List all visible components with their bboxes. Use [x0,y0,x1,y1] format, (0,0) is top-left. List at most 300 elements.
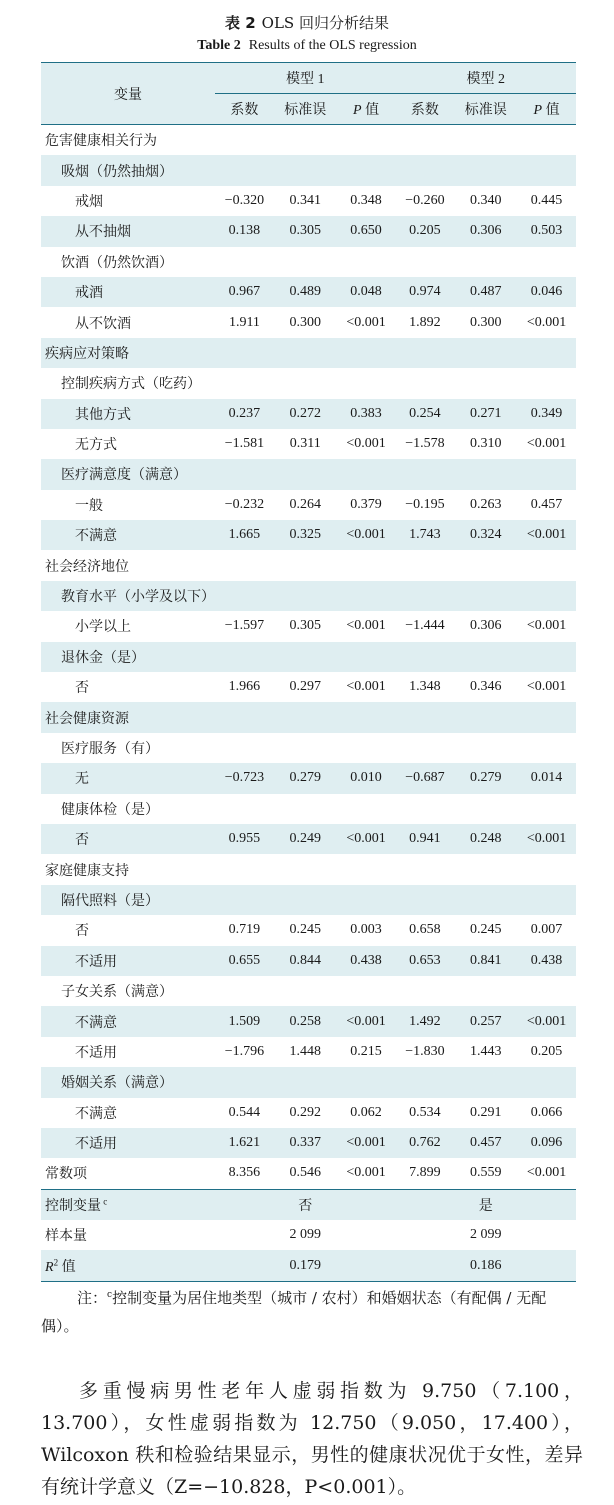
table-cell: 0.205 [409,223,441,239]
table-cell [395,155,454,185]
table-cell [517,550,576,580]
row-label: 小学以上 [75,620,131,636]
paragraph-text: 多重慢病男性老年人虚弱指数为 9.750（7.100，13.700），女性虚弱指数为 12.750（9.050，17.400），Wilcoxon 秩和检验结果显示，男性的健康状况优于女性，差异有统计学意义（Z=−10.828，P<0.001）。 [41,1380,583,1498]
table-cell: 7.899 [409,1165,441,1181]
table-row [41,186,576,216]
row-label: 戒烟 [75,194,103,210]
table-cell: 0.062 [350,1104,382,1120]
header-coef-m2: 系数 [410,103,439,118]
table-note [41,1281,581,1340]
table-cell [215,854,274,884]
row-label: 一般 [75,498,103,514]
row-label: 控制疾病方式（吃药） [61,377,201,393]
table-cell: 0.291 [469,1104,502,1120]
table-cell: 0.457 [530,496,563,512]
table-cell: −1.830 [405,1043,445,1059]
table-cell [337,642,396,672]
table-cell: 1.621 [228,1135,261,1151]
table-cell [274,1067,337,1097]
summary-model1: 否 [298,1198,313,1214]
table-cell [395,368,454,398]
table-row [41,1067,576,1097]
table-row [41,247,576,277]
table-cell: 0.014 [530,770,563,786]
table-cell: <0.001 [346,436,386,452]
table-cell [517,976,576,1006]
header-model2: 模型 2 [395,63,576,94]
table-cell: 0.300 [289,314,321,330]
table-cell [215,125,274,156]
table-number-cn: 表 2 [225,14,256,32]
table-cell [454,338,517,368]
table-cell [274,550,337,580]
table-cell: 0.489 [289,284,321,300]
table-cell: 0.974 [409,284,441,300]
summary-model1: 2 099 [289,1227,321,1243]
table-cell: 0.653 [409,952,441,968]
table-row [41,1006,576,1036]
table-cell: −1.444 [405,618,445,634]
table-cell: 0.258 [289,1013,321,1029]
table-row [41,885,576,915]
header-model1: 模型 1 [215,63,395,94]
table-cell [395,581,454,611]
table-cell [517,247,576,277]
table-cell: 0.487 [469,284,502,300]
row-label: 婚姻关系（满意） [61,1076,173,1092]
table-cell [337,1067,396,1097]
table-cell: 0.534 [409,1104,441,1120]
table-cell [215,459,274,489]
table-cell: 0.337 [289,1135,321,1151]
table-cell: 0.305 [289,223,321,239]
table-cell [395,642,454,672]
table-cell: 0.340 [469,192,502,208]
table-row [41,520,576,550]
table-cell: <0.001 [346,1013,386,1029]
table-cell [215,885,274,915]
table-cell [395,550,454,580]
table-cell: <0.001 [346,831,386,847]
table-cell [454,642,517,672]
table-cell: 1.743 [409,527,441,543]
table-cell: −0.232 [224,496,265,512]
table-cell: 0.007 [530,922,563,938]
table-cell [215,247,274,277]
table-cell [337,550,396,580]
table-cell [395,702,454,732]
table-cell: <0.001 [526,679,567,695]
table-cell: 0.650 [350,223,382,239]
header-p-m2: P 值 [533,103,560,118]
table-cell [454,459,517,489]
row-label: 从不饮酒 [75,316,131,332]
row-label: 从不抽烟 [75,225,131,241]
table-cell [215,1067,274,1097]
table-cell [215,155,274,185]
table-cell [274,155,337,185]
table-cell: 0.215 [350,1043,382,1059]
row-label: 戒酒 [75,286,103,302]
table-cell [274,794,337,824]
table-cell: <0.001 [346,527,386,543]
table-cell [517,338,576,368]
header-se-m2: 标准误 [464,103,507,118]
table-row [41,307,576,337]
table-cell [274,338,337,368]
table-cell: −0.723 [224,770,265,786]
table-caption-cn: OLS 回归分析结果 [261,14,389,32]
row-label: 家庭健康支持 [45,863,129,879]
header-p-m1: P 值 [353,103,380,118]
table-cell [517,642,576,672]
table-cell: 0.292 [289,1104,321,1120]
table-cell: 0.762 [409,1135,441,1151]
table-cell [215,733,274,763]
table-cell: 1.448 [289,1043,321,1059]
table-cell: 0.544 [228,1104,261,1120]
table-row [41,672,576,702]
header-coef-m1: 系数 [230,103,259,118]
table-cell: 0.257 [469,1013,502,1029]
table-cell [517,702,576,732]
table-cell: 1.509 [228,1013,261,1029]
table-cell: 0.955 [228,831,261,847]
table-cell [517,155,576,185]
table-row [41,216,576,246]
table-cell [395,733,454,763]
table-cell [274,125,337,156]
table-cell [454,733,517,763]
table-cell: 0.457 [469,1135,502,1151]
table-cell [395,885,454,915]
table-cell: 0.205 [530,1043,563,1059]
row-label: 医疗满意度（满意） [61,468,187,484]
table-cell [454,581,517,611]
table-row [41,429,576,459]
table-cell: −0.195 [405,496,445,512]
summary-model2: 是 [478,1198,493,1214]
row-label: 其他方式 [75,407,131,423]
body-paragraph [41,1375,583,1503]
table-cell: 0.066 [530,1104,563,1120]
row-label: 退休金（是） [61,650,145,666]
table-number-en: Table 2 [197,38,241,53]
table-cell [274,368,337,398]
table-caption-en: Results of the OLS regression [248,38,417,53]
table-cell [274,702,337,732]
table-cell: −0.320 [224,192,265,208]
table-cell [274,581,337,611]
table-cell [395,338,454,368]
table-row [41,642,576,672]
table-row [41,824,576,854]
table-cell: <0.001 [346,1165,386,1181]
row-label: 不满意 [75,1015,117,1031]
header-variable: 变量 [114,87,142,103]
row-label: 常数项 [45,1167,87,1183]
table-row [41,1158,576,1189]
summary-row [41,1220,576,1250]
row-label: 不适用 [75,954,117,970]
table-cell: −1.581 [224,436,265,452]
table-cell: 0.138 [228,223,261,239]
table-cell: 0.046 [530,284,563,300]
table-cell: 0.271 [469,405,502,421]
table-cell: 0.279 [289,770,321,786]
table-cell: 1.492 [409,1013,441,1029]
table-cell: <0.001 [346,1135,386,1151]
table-cell: 0.655 [228,952,261,968]
table-cell [337,581,396,611]
table-cell [454,550,517,580]
table-cell: 1.665 [228,527,261,543]
table-cell [215,976,274,1006]
table-cell: 0.559 [469,1165,502,1181]
table-cell: <0.001 [526,618,567,634]
row-label: 不满意 [75,529,117,545]
row-label: 饮酒（仍然饮酒） [61,255,173,271]
table-row [41,854,576,884]
table-cell: −1.796 [224,1043,265,1059]
table-cell [517,854,576,884]
row-label: 不满意 [75,1106,117,1122]
table-cell: 0.263 [469,496,502,512]
table-cell [215,702,274,732]
table-cell [337,338,396,368]
row-label: 社会经济地位 [45,559,129,575]
summary-model2: 0.186 [469,1257,502,1273]
table-cell: 1.348 [409,679,441,695]
table-cell: <0.001 [526,436,567,452]
table-cell: 0.297 [289,679,321,695]
table-row [41,581,576,611]
table-cell: 0.941 [409,831,441,847]
table-cell: <0.001 [526,527,567,543]
table-cell [395,459,454,489]
table-cell [274,247,337,277]
table-cell: 0.272 [289,405,321,421]
table-cell [337,368,396,398]
table-cell: −0.260 [405,192,445,208]
table-cell: 0.445 [530,192,563,208]
table-row [41,611,576,641]
table-body [41,125,576,1282]
table-cell: 0.324 [469,527,502,543]
table-cell: 0.306 [469,618,502,634]
table-cell: 0.546 [289,1165,321,1181]
table-cell [517,885,576,915]
table-row [41,733,576,763]
table-row [41,1037,576,1067]
table-row [41,550,576,580]
row-label: 社会健康资源 [45,711,129,727]
table-row [41,1128,576,1158]
row-label: 不适用 [75,1045,117,1061]
table-cell: 0.719 [228,922,261,938]
table-cell: <0.001 [526,1013,567,1029]
table-cell: <0.001 [346,618,386,634]
table-row [41,459,576,489]
table-cell: 0.245 [469,922,502,938]
row-label: 危害健康相关行为 [45,134,157,150]
table-cell [215,368,274,398]
table-cell [215,581,274,611]
table-cell [454,794,517,824]
table-cell: 0.379 [350,496,382,512]
table-cell: 1.443 [469,1043,502,1059]
table-cell [517,459,576,489]
table-cell: 0.010 [350,770,382,786]
row-label: 教育水平（小学及以下） [61,590,215,606]
table-cell [337,459,396,489]
table-cell: 0.346 [469,679,502,695]
table-row [41,976,576,1006]
table-cell [337,247,396,277]
table-cell: 0.341 [289,192,321,208]
table-cell [274,854,337,884]
table-row [41,915,576,945]
table-cell [395,976,454,1006]
table-cell [395,854,454,884]
header-se-m1: 标准误 [284,103,327,118]
table-cell [395,794,454,824]
table-cell [395,125,454,156]
table-row [41,368,576,398]
table-title-cn [0,12,614,33]
summary-row [41,1189,576,1220]
table-cell [395,1067,454,1097]
row-label: 无方式 [75,438,117,454]
table-cell [517,794,576,824]
table-cell: <0.001 [526,831,567,847]
table-row [41,763,576,793]
table-cell: 0.844 [289,952,321,968]
table-cell: 0.306 [469,223,502,239]
table-cell: <0.001 [346,314,386,330]
table-cell: 0.264 [289,496,321,512]
table-cell: 0.658 [409,922,441,938]
table-cell: 0.245 [289,922,321,938]
table-cell: 1.966 [228,679,261,695]
table-row [41,399,576,429]
row-label: 子女关系（满意） [61,985,173,1001]
table-cell [517,733,576,763]
summary-row [41,1250,576,1281]
table-cell: 0.003 [350,922,382,938]
table-cell [215,550,274,580]
table-cell: 1.892 [409,314,441,330]
table-cell: 0.841 [469,952,502,968]
table-cell [517,368,576,398]
table-cell: −0.687 [405,770,445,786]
table-row [41,702,576,732]
row-label: 健康体检（是） [61,802,159,818]
table-cell [517,1067,576,1097]
table-cell [337,976,396,1006]
table-cell: −1.597 [224,618,265,634]
table-cell [337,702,396,732]
table-cell: 0.096 [530,1135,563,1151]
table-cell [454,155,517,185]
table-cell [454,976,517,1006]
table-cell [517,125,576,156]
row-label: 隔代照料（是） [61,893,159,909]
table-cell [274,733,337,763]
table-cell [337,794,396,824]
table-cell: 0.048 [350,284,382,300]
table-cell: 0.248 [469,831,502,847]
table-cell [274,885,337,915]
table-cell: 0.237 [228,405,261,421]
row-label: 否 [75,681,89,697]
table-row [41,794,576,824]
table-cell [454,702,517,732]
table-cell: 0.254 [409,405,441,421]
regression-table [41,62,576,1282]
table-cell: <0.001 [526,1165,567,1181]
table-cell: <0.001 [346,679,386,695]
table-cell [337,733,396,763]
table-row [41,125,576,156]
row-label: 不适用 [75,1137,117,1153]
table-cell: 0.305 [289,618,321,634]
table-cell: 0.383 [350,405,382,421]
table-cell [215,338,274,368]
row-label: 否 [75,833,89,849]
table-cell [395,247,454,277]
table-row [41,277,576,307]
table-cell [337,885,396,915]
table-cell: 0.438 [530,952,563,968]
row-label: 疾病应对策略 [45,346,129,362]
summary-label: 样本量 [45,1229,87,1245]
table-cell [337,155,396,185]
table-cell [337,125,396,156]
table-cell: 0.311 [289,436,321,452]
table-cell [454,1067,517,1097]
table-cell: 0.349 [530,405,563,421]
table-cell [274,459,337,489]
table-cell: 0.325 [289,527,321,543]
summary-label: $R^2$ 值 [45,1256,76,1275]
table-cell [274,642,337,672]
table-cell: 0.249 [289,831,321,847]
table-title-en [0,38,614,54]
table-cell: 0.348 [350,192,382,208]
table-cell [454,885,517,915]
table-cell [337,854,396,884]
table-cell: 0.279 [469,770,502,786]
table-cell: −1.578 [405,436,445,452]
table-row [41,490,576,520]
summary-model2: 2 099 [469,1227,502,1243]
summary-label: 控制变量 $^c$ [45,1196,108,1214]
row-label: 否 [75,924,89,940]
row-label: 无 [75,772,89,788]
table-cell [517,581,576,611]
note-sup: c [107,1290,113,1300]
table-row [41,338,576,368]
row-label: 吸烟（仍然抽烟） [61,164,173,180]
note-prefix: 注： [77,1289,108,1307]
table-cell [274,976,337,1006]
table-row [41,155,576,185]
table-cell: 0.503 [530,223,563,239]
table-row [41,946,576,976]
note-text: 控制变量为居住地类型（城市 / 农村）和婚姻状态（有配偶 / 无配偶）。 [41,1289,547,1335]
table-cell [454,368,517,398]
